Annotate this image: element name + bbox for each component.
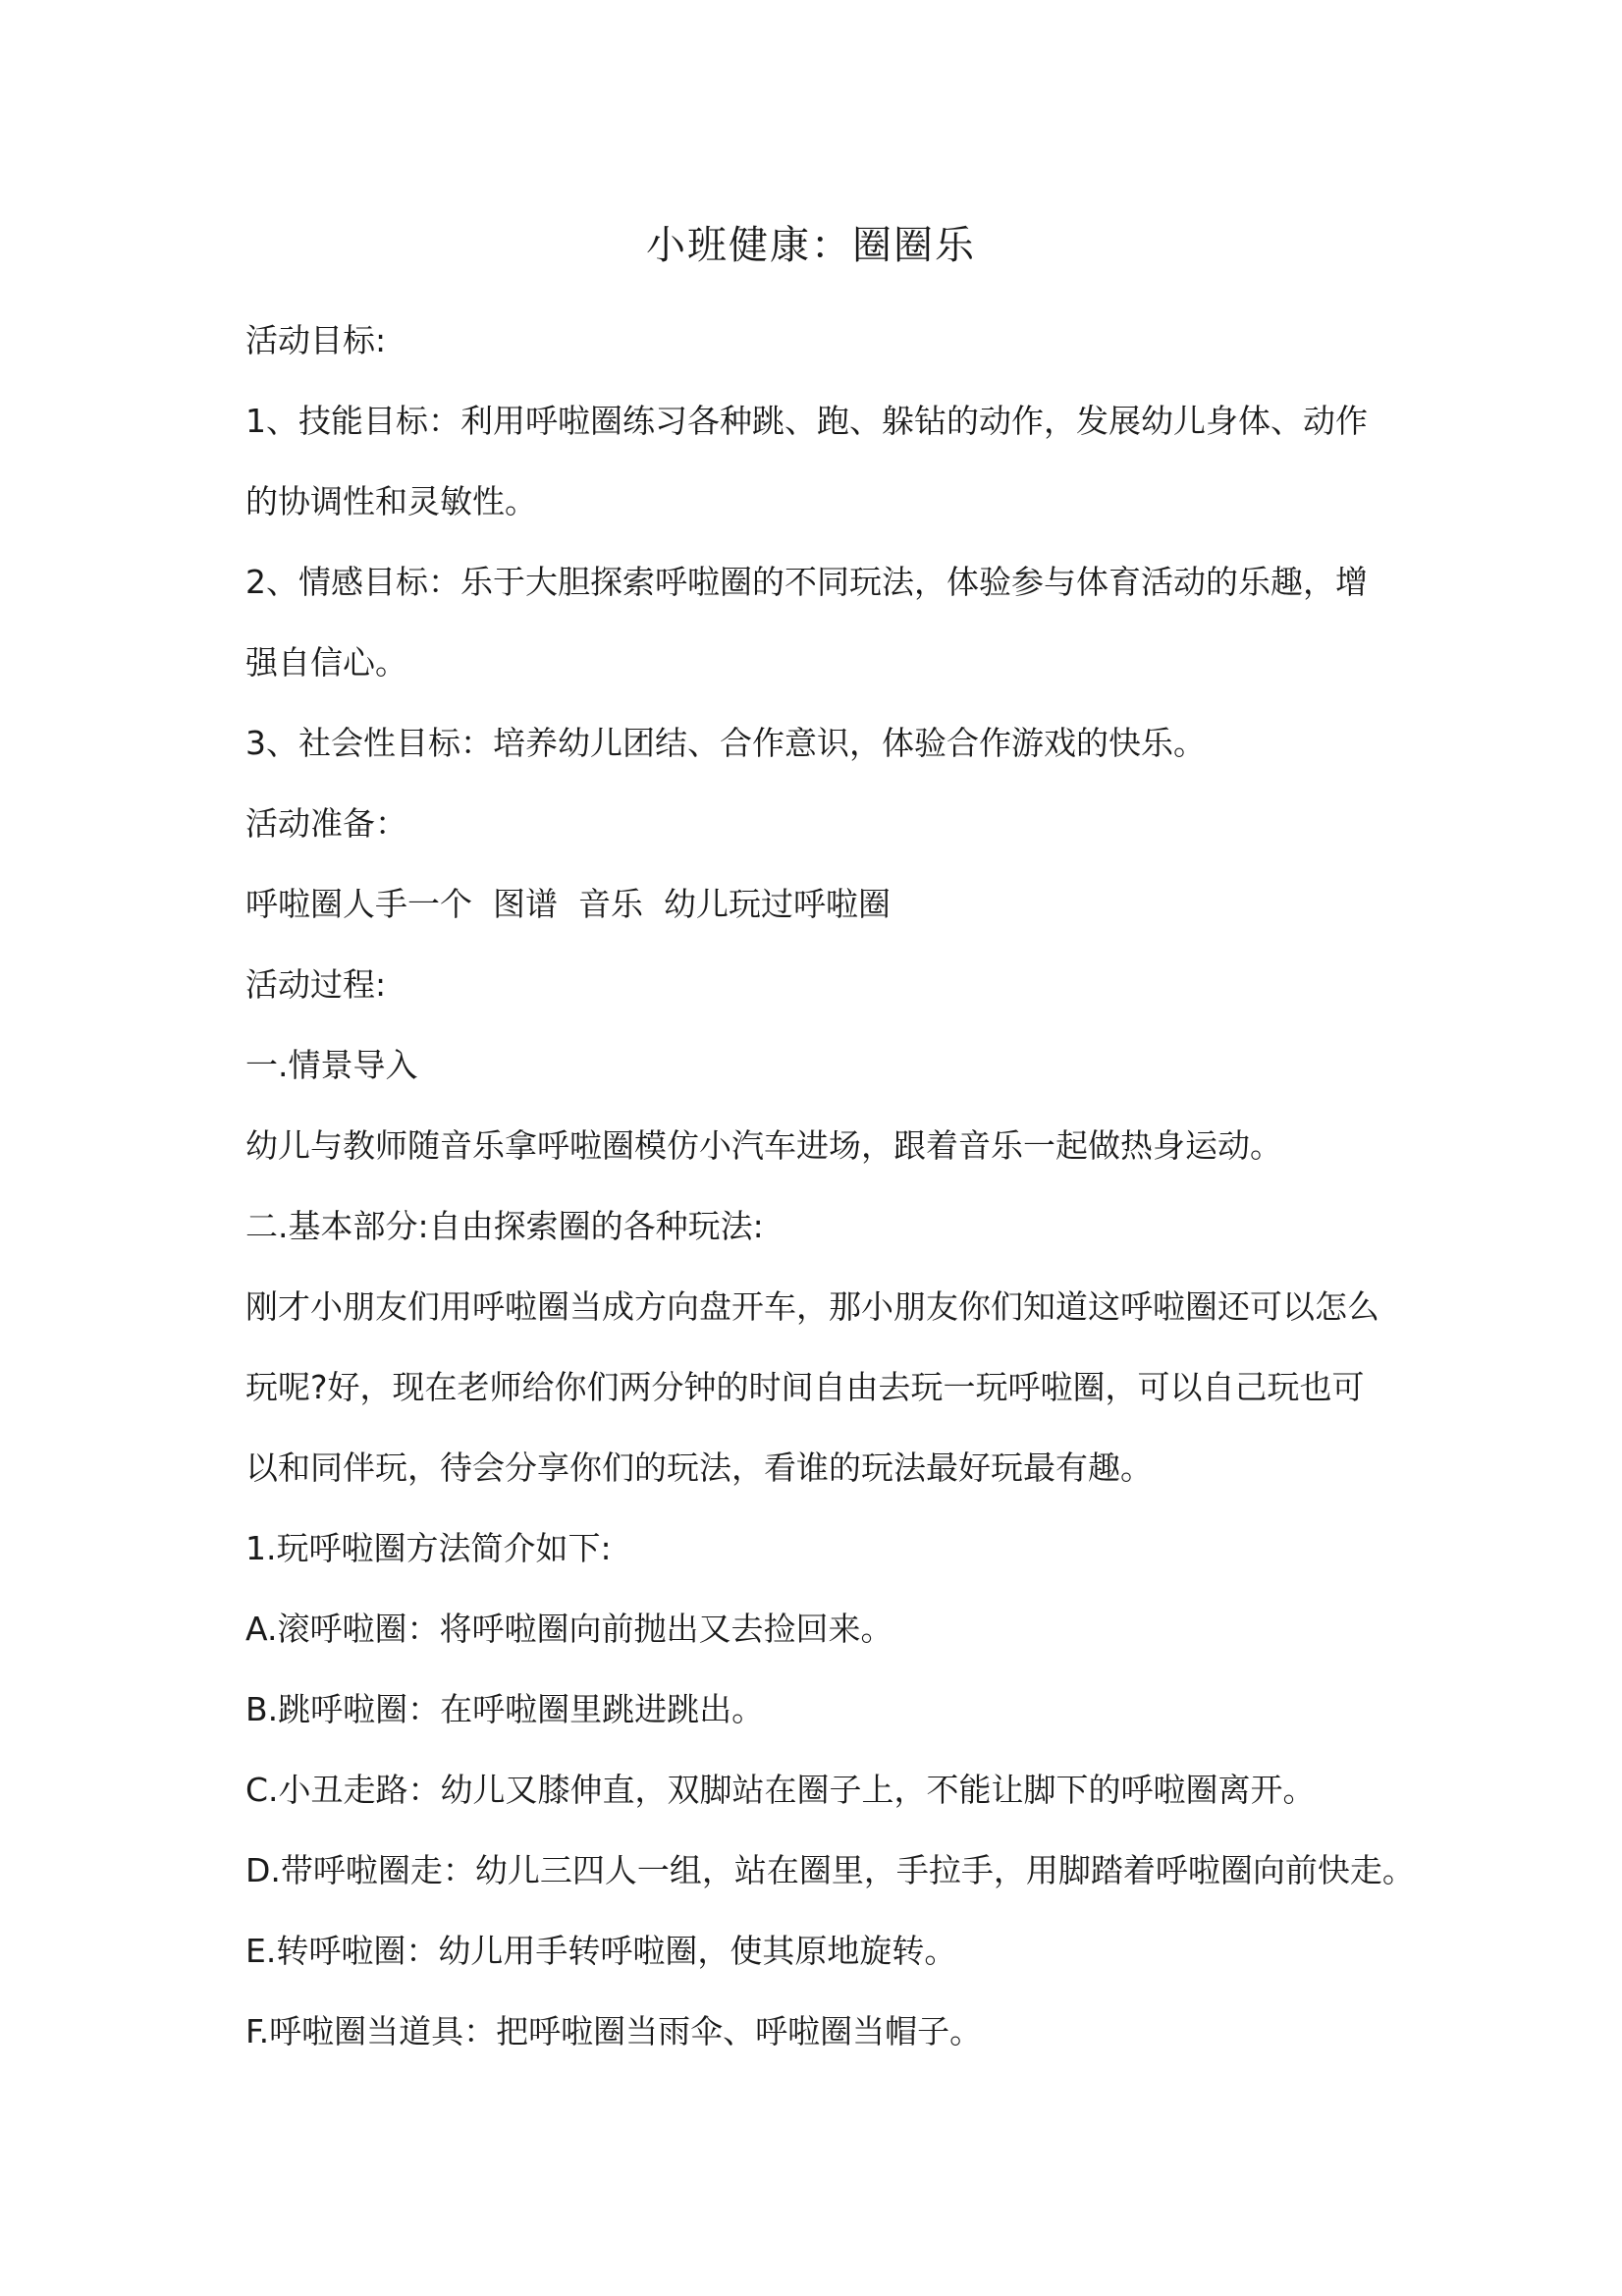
heading-activity-goals: 活动目标: bbox=[245, 321, 387, 359]
method-d: D.带呼啦圈走：幼儿三四人一组，站在圈里，手拉手，用脚踏着呼啦圈向前快走。 bbox=[245, 1851, 1415, 1889]
methods-heading: 1.玩呼啦圈方法简介如下: bbox=[245, 1529, 612, 1567]
section-1-text: 幼儿与教师随音乐拿呼啦圈模仿小汽车进场，跟着音乐一起做热身运动。 bbox=[245, 1126, 1282, 1165]
goal-3: 3、社会性目标：培养幼儿团结、合作意识，体验合作游戏的快乐。 bbox=[245, 724, 1206, 762]
section-1-heading: 一.情景导入 bbox=[245, 1046, 418, 1084]
heading-process: 活动过程: bbox=[245, 965, 387, 1004]
goal-2-line-1: 2、情感目标：乐于大胆探索呼啦圈的不同玩法，体验参与体育活动的乐趣，增 bbox=[245, 563, 1368, 601]
goal-1-line-2: 的协调性和灵敏性。 bbox=[245, 482, 537, 520]
goal-2-line-2: 强自信心。 bbox=[245, 643, 407, 682]
method-e: E.转呼啦圈：幼儿用手转呼啦圈，使其原地旋转。 bbox=[245, 1932, 957, 1970]
document-title: 小班健康：圈圈乐 bbox=[646, 223, 976, 268]
section-2-heading: 二.基本部分:自由探索圈的各种玩法: bbox=[245, 1207, 764, 1245]
method-b: B.跳呼啦圈：在呼啦圈里跳进跳出。 bbox=[245, 1690, 765, 1728]
preparation-items: 呼啦圈人手一个 图谱 音乐 幼儿玩过呼啦圈 bbox=[245, 885, 891, 923]
goal-1-line-1: 1、技能目标：利用呼啦圈练习各种跳、跑、躲钻的动作，发展幼儿身体、动作 bbox=[245, 402, 1368, 440]
method-f: F.呼啦圈当道具：把呼啦圈当雨伞、呼啦圈当帽子。 bbox=[245, 2012, 983, 2050]
method-a: A.滚呼啦圈：将呼啦圈向前抛出又去捡回来。 bbox=[245, 1610, 893, 1648]
method-c: C.小丑走路：幼儿又膝伸直，双脚站在圈子上，不能让脚下的呼啦圈离开。 bbox=[245, 1771, 1316, 1809]
section-2-paragraph-line-2: 玩呢?好，现在老师给你们两分钟的时间自由去玩一玩呼啦圈，可以自己玩也可 bbox=[245, 1368, 1365, 1406]
section-2-paragraph-line-3: 以和同伴玩，待会分享你们的玩法，看谁的玩法最好玩最有趣。 bbox=[245, 1449, 1153, 1487]
heading-preparation: 活动准备： bbox=[245, 804, 407, 843]
section-2-paragraph-line-1: 刚才小朋友们用呼啦圈当成方向盘开车，那小朋友你们知道这呼啦圈还可以怎么 bbox=[245, 1287, 1379, 1326]
